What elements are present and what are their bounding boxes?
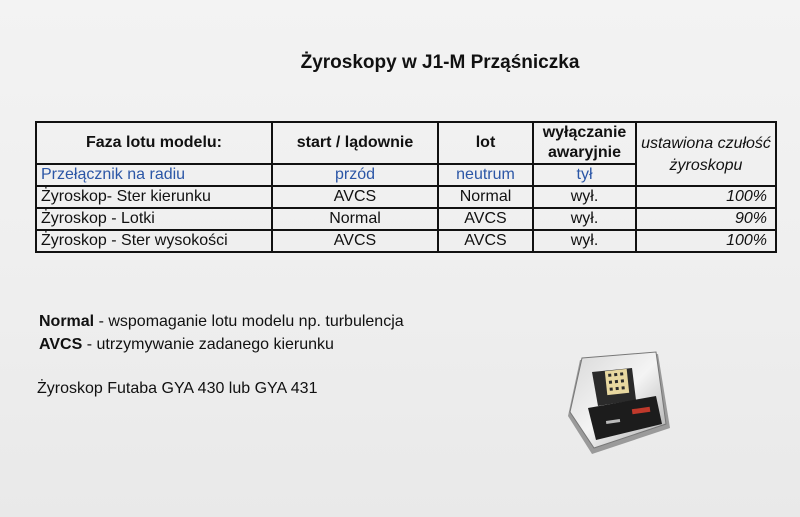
table-row xyxy=(36,208,776,230)
header-phase: Faza lotu modelu: xyxy=(36,122,272,164)
row-sensitivity: 90% xyxy=(636,208,776,230)
table-header-row xyxy=(36,122,776,164)
legend-avcs xyxy=(39,333,404,356)
row-sensitivity: 100% xyxy=(636,186,776,208)
legend-normal-term: Normal xyxy=(39,313,95,330)
row-start: AVCS xyxy=(272,186,438,208)
row-name: Żyroskop - Lotki xyxy=(36,208,272,230)
header-flight: lot xyxy=(438,122,533,164)
row-flight: AVCS xyxy=(438,230,533,252)
switch-start: przód xyxy=(272,164,438,186)
switch-emergency: tył xyxy=(533,164,636,186)
header-sensitivity: ustawiona czułość żyroskopu xyxy=(636,122,776,186)
row-name: Żyroskop- Ster kierunku xyxy=(36,186,272,208)
gyro-settings-table xyxy=(35,121,777,253)
row-flight: AVCS xyxy=(438,208,533,230)
row-emergency: wył. xyxy=(533,230,636,252)
header-emergency: wyłączanie awaryjnie xyxy=(533,122,636,164)
row-start: Normal xyxy=(272,208,438,230)
legend-avcs-desc: - utrzymywanie zadanego kierunku xyxy=(82,336,334,353)
gyro-model-note: Żyroskop Futaba GYA 430 lub GYA 431 xyxy=(37,380,318,397)
header-start: start / lądownie xyxy=(272,122,438,164)
row-emergency: wył. xyxy=(533,208,636,230)
legend xyxy=(39,310,404,356)
gyro-device-image xyxy=(562,350,672,460)
table-row xyxy=(36,230,776,252)
legend-avcs-term: AVCS xyxy=(39,336,83,353)
table-row xyxy=(36,186,776,208)
row-emergency: wył. xyxy=(533,186,636,208)
row-name: Żyroskop - Ster wysokości xyxy=(36,230,272,252)
switch-flight: neutrum xyxy=(438,164,533,186)
row-start: AVCS xyxy=(272,230,438,252)
row-sensitivity: 100% xyxy=(636,230,776,252)
row-flight: Normal xyxy=(438,186,533,208)
switch-label: Przełącznik na radiu xyxy=(36,164,272,186)
legend-normal xyxy=(39,310,404,333)
legend-normal-desc: - wspomaganie lotu modelu np. turbulencja xyxy=(94,313,404,330)
page-title: Żyroskopy w J1-M Prząśniczka xyxy=(300,52,580,73)
